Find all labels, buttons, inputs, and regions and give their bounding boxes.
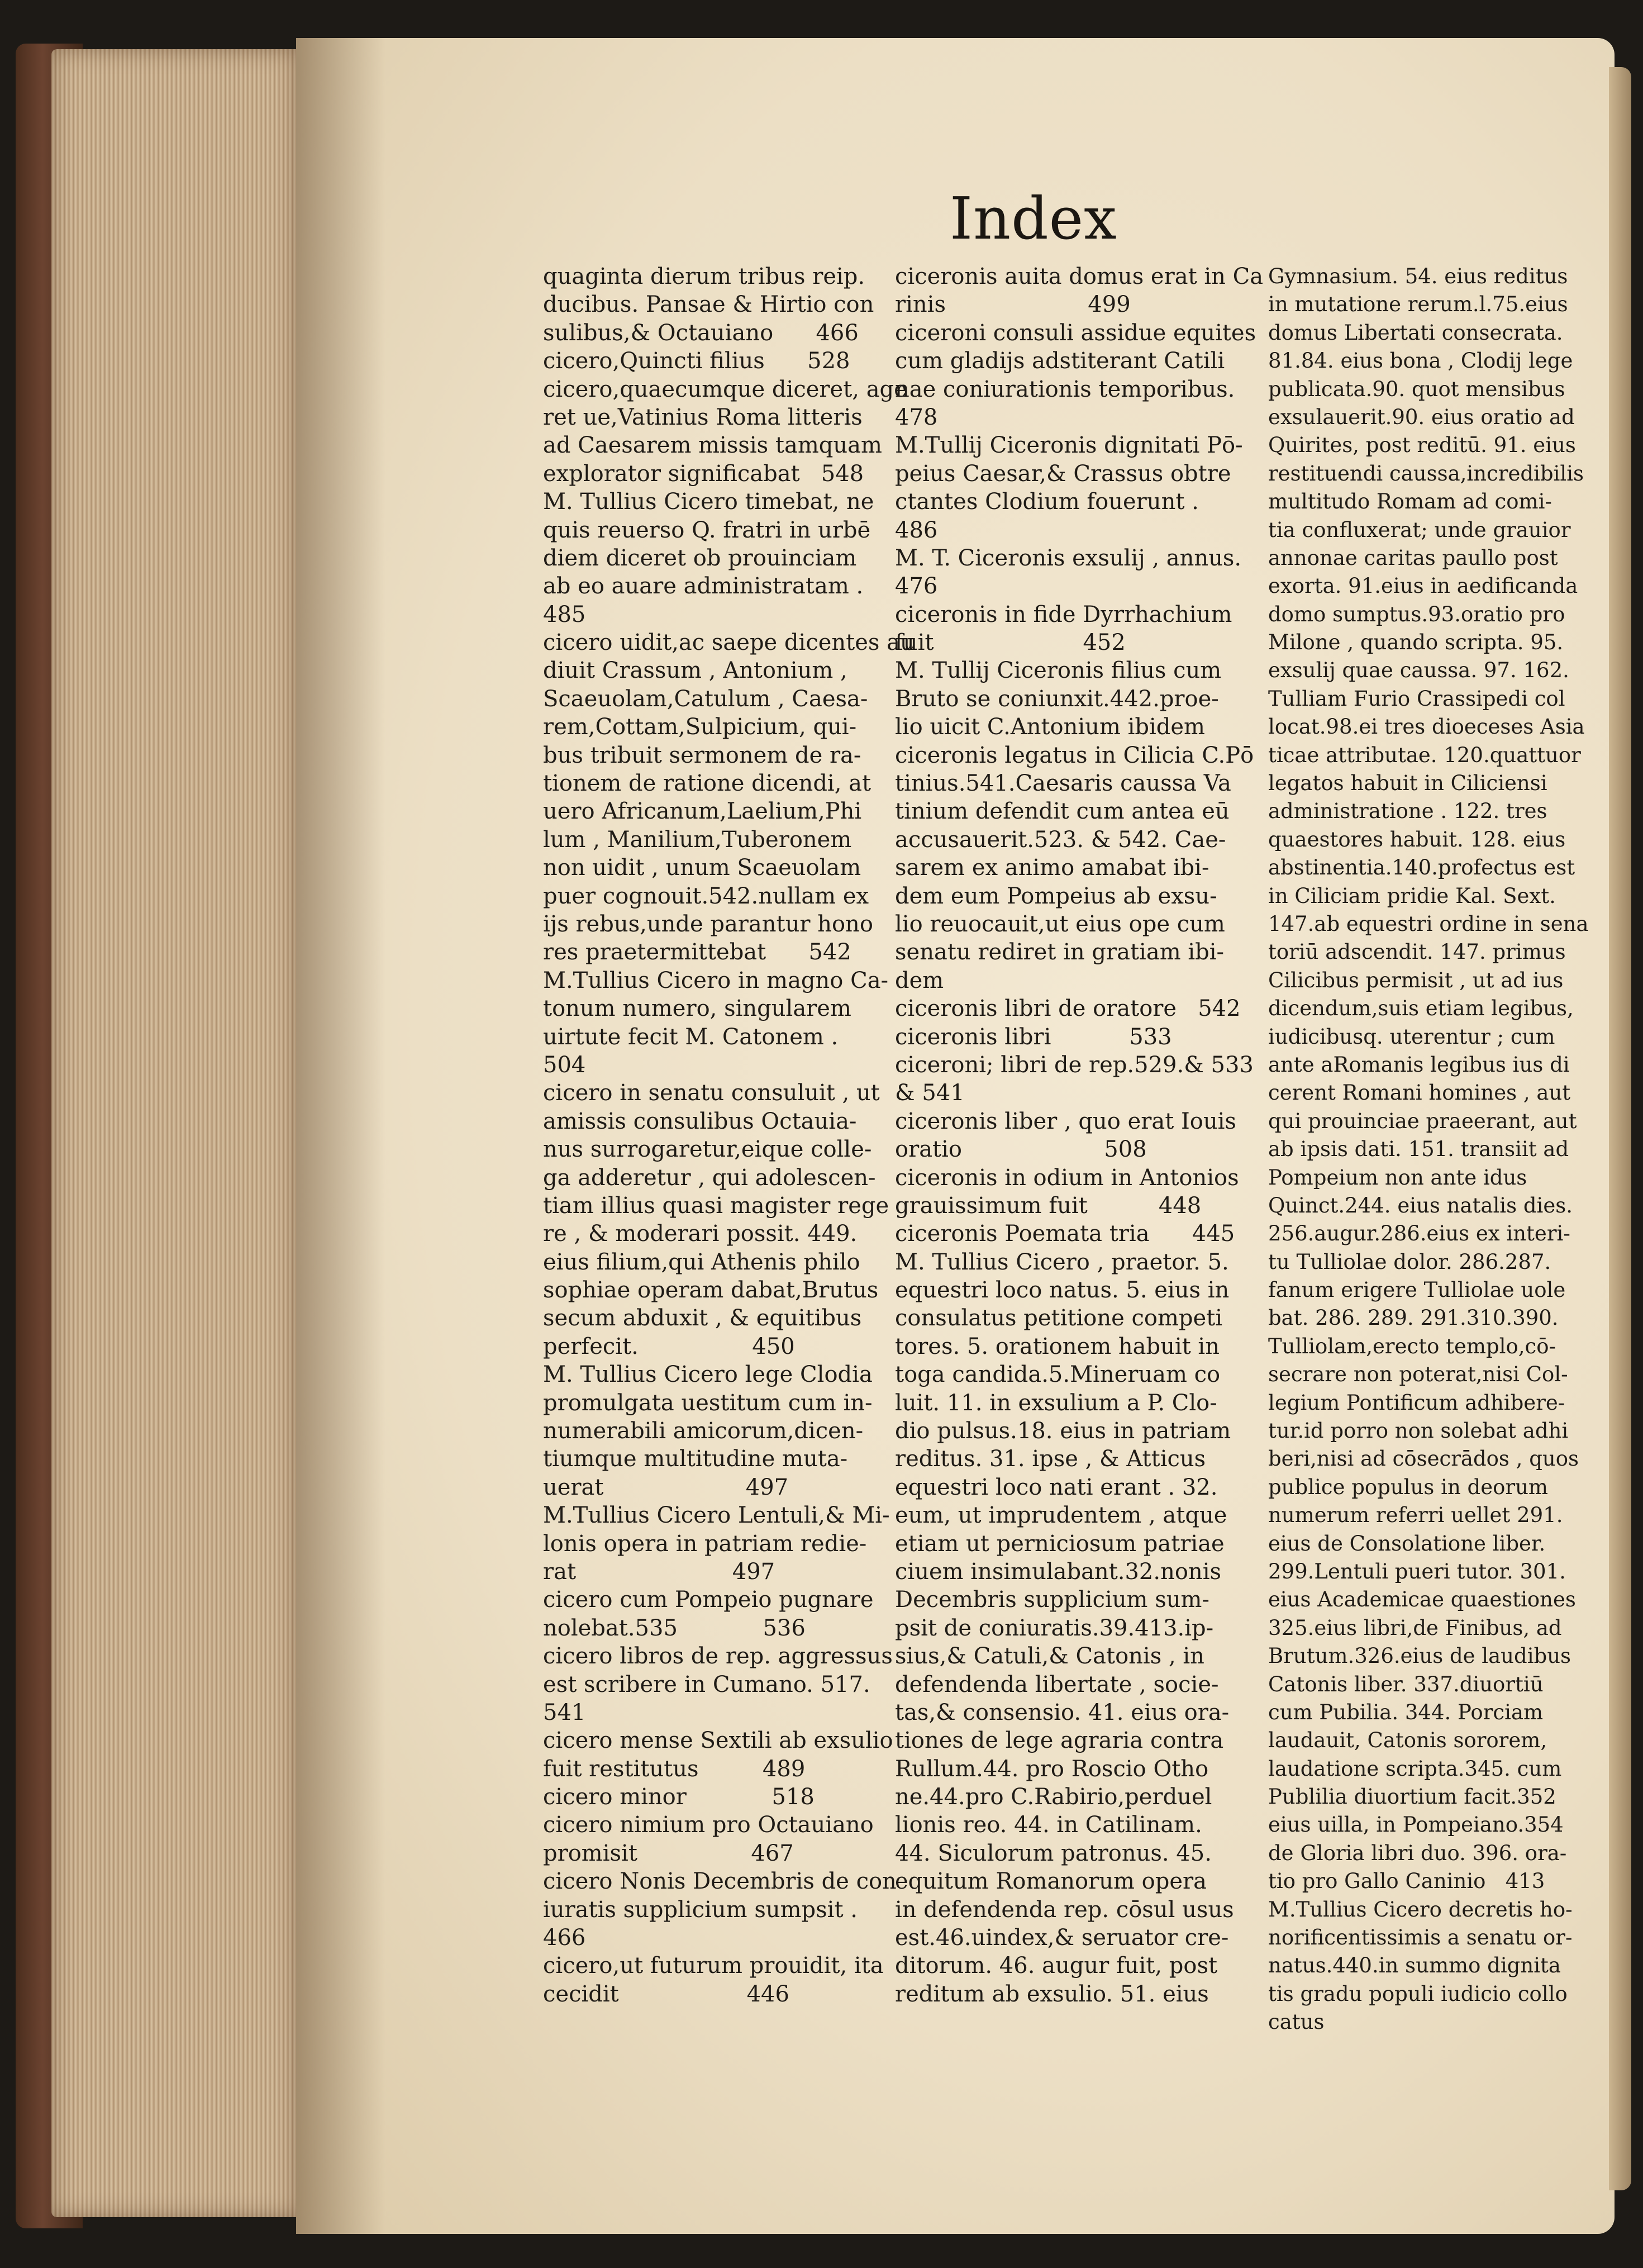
index-line: M.Tullius Cicero decretis ho- xyxy=(1268,1897,1573,1922)
index-line: 478 xyxy=(895,404,938,430)
index-line: cicero,quaecumque diceret, age xyxy=(543,376,907,402)
index-line: ciceronis in fide Dyrrhachium xyxy=(895,601,1232,627)
index-line: tinius.541.Caesaris caussa Va xyxy=(895,771,1231,797)
index-line: ret ue,Vatinius Roma litteris xyxy=(543,404,863,430)
index-line: lum , Manilium,Tuberonem xyxy=(543,826,852,853)
index-line: iuratis supplicium sumpsit . xyxy=(543,1896,858,1923)
index-line: catus xyxy=(1268,2010,1325,2034)
index-line: etiam ut perniciosum patriae xyxy=(895,1530,1225,1557)
index-line: equitum Romanorum opera xyxy=(895,1868,1207,1895)
index-line: rem,Cottam,Sulpicium, qui- xyxy=(543,714,857,740)
index-line: perfecit. 450 xyxy=(543,1333,795,1359)
index-line: uirtute fecit M. Catonem . xyxy=(543,1024,839,1050)
index-line: M. T. Ciceronis exsulij , annus. xyxy=(895,545,1242,571)
index-line: laudauit, Catonis sororem, xyxy=(1268,1728,1547,1753)
index-line: Tulliam Furio Crassipedi col xyxy=(1268,686,1565,711)
index-line: rinis 499 xyxy=(895,292,1131,318)
index-line: peius Caesar,& Crassus obtre xyxy=(895,460,1231,487)
index-line: bus tribuit sermonem de ra- xyxy=(543,742,861,768)
index-line: tio pro Gallo Caninio 413 xyxy=(1268,1869,1545,1894)
index-line: ante aRomanis legibus ius di xyxy=(1268,1052,1570,1077)
page-right-edge xyxy=(1609,67,1631,2190)
index-line: administratione . 122. tres xyxy=(1268,799,1547,824)
index-line: toga candida.5.Mineruam co xyxy=(895,1362,1221,1388)
index-line: diem diceret ob prouinciam xyxy=(543,545,857,571)
index-line: nus surrogaretur,eique colle- xyxy=(543,1137,872,1163)
index-line: cicero cum Pompeio pugnare xyxy=(543,1587,874,1613)
index-line: 486 xyxy=(895,517,938,543)
index-line: ciceronis auita domus erat in Ca xyxy=(895,264,1264,289)
index-line: ciceronis libri de oratore 542 xyxy=(895,996,1241,1022)
index-line: promulgata uestitum cum in- xyxy=(543,1390,873,1416)
index-line: re , & moderari possit. 449. xyxy=(543,1221,858,1247)
index-line: multitudo Romam ad comi- xyxy=(1268,489,1552,514)
index-line: cicero in senatu consuluit , ut xyxy=(543,1080,880,1106)
index-line: cum gladijs adstiterant Catili xyxy=(895,348,1225,374)
index-line: ducibus. Pansae & Hirtio con xyxy=(543,292,874,318)
index-line: dem eum Pompeius ab exsu- xyxy=(895,883,1217,909)
index-line: Decembris supplicium sum- xyxy=(895,1587,1209,1613)
index-line: secrare non poterat,nisi Col- xyxy=(1268,1362,1568,1387)
index-line: 485 xyxy=(543,601,586,627)
index-line: tiam illius quasi magister rege xyxy=(543,1192,889,1219)
index-line: ctantes Clodium fouerunt . xyxy=(895,489,1199,515)
index-line: legium Pontificum adhibere- xyxy=(1268,1390,1565,1415)
index-line: Scaeuolam,Catulum , Caesa- xyxy=(543,686,868,712)
index-line: M. Tullius Cicero , praetor. 5. xyxy=(895,1249,1229,1275)
index-line: 44. Siculorum patronus. 45. xyxy=(895,1840,1212,1866)
index-line: explorator significabat 548 xyxy=(543,460,864,487)
index-line: Gymnasium. 54. eius reditus xyxy=(1268,264,1568,288)
index-line: Cilicibus permisit , ut ad ius xyxy=(1268,968,1564,992)
index-line: norificentissimis a senatu or- xyxy=(1268,1925,1573,1950)
index-line: lio reuocauit,ut eius ope cum xyxy=(895,911,1225,937)
index-line: ab eo auare administratam . xyxy=(543,573,864,600)
index-column-1 xyxy=(543,263,915,2008)
index-line: cicero nimium pro Octauiano xyxy=(543,1812,874,1838)
index-line: uerat 497 xyxy=(543,1474,789,1500)
index-line: M. Tullius Cicero lege Clodia xyxy=(543,1362,873,1388)
index-line: fanum erigere Tulliolae uole xyxy=(1268,1278,1566,1302)
index-line: Quirites, post reditū. 91. eius xyxy=(1268,433,1576,458)
index-line: tu Tulliolae dolor. 286.287. xyxy=(1268,1249,1551,1274)
index-line: Catonis liber. 337.diuortiū xyxy=(1268,1672,1544,1696)
index-line: toriū adscendit. 147. primus xyxy=(1268,940,1566,964)
index-line: est.46.uindex,& seruator cre- xyxy=(895,1925,1229,1951)
index-line: oratio 508 xyxy=(895,1137,1147,1163)
index-line: ciceroni consuli assidue equites xyxy=(895,320,1256,346)
index-line: 476 xyxy=(895,573,938,600)
index-line: ciceronis legatus in Cilicia C.Pō xyxy=(895,742,1254,768)
index-line: cerent Romani homines , aut xyxy=(1268,1081,1571,1105)
index-line: domo sumptus.93.oratio pro xyxy=(1268,602,1565,626)
index-line: tiumque multitudine muta- xyxy=(543,1446,848,1472)
index-column-3 xyxy=(1268,263,1589,2037)
running-heading: Index xyxy=(950,184,1117,253)
index-line: & 541 xyxy=(895,1080,965,1106)
index-line: reditus. 31. ipse , & Atticus xyxy=(895,1446,1206,1472)
index-line: ab ipsis dati. 151. transiit ad xyxy=(1268,1137,1569,1162)
index-line: tores. 5. orationem habuit in xyxy=(895,1333,1220,1359)
index-line: M. Tullius Cicero timebat, ne xyxy=(543,489,874,515)
index-line: tionem de ratione dicendi, at xyxy=(543,771,871,797)
index-line: Bruto se coniunxit.442.proe- xyxy=(895,686,1219,712)
index-line: consulatus petitione competi xyxy=(895,1305,1223,1332)
index-line: ciceronis in odium in Antonios xyxy=(895,1164,1239,1191)
index-line: lonis opera in patriam redie- xyxy=(543,1530,867,1557)
index-line: non uidit , unum Scaeuolam xyxy=(543,855,861,881)
index-line: 147.ab equestri ordine in sena xyxy=(1268,911,1589,936)
index-line: in defendenda rep. cōsul usus xyxy=(895,1896,1234,1923)
index-line: ijs rebus,unde parantur hono xyxy=(543,911,873,937)
index-line: bat. 286. 289. 291.310.390. xyxy=(1268,1306,1559,1330)
index-line: puer cognouit.542.nullam ex xyxy=(543,883,869,909)
index-line: exsulij quae caussa. 97. 162. xyxy=(1268,658,1569,683)
index-line: Publilia diuortium facit.352 xyxy=(1268,1785,1556,1809)
index-line: 325.eius libri,de Finibus, ad xyxy=(1268,1615,1562,1640)
index-line: 466 xyxy=(543,1925,586,1951)
index-line: cicero,ut futurum prouidit, ita xyxy=(543,1953,884,1979)
index-line: exsulauerit.90. eius oratio ad xyxy=(1268,405,1575,429)
index-line: defendenda libertate , socie- xyxy=(895,1671,1219,1698)
index-line: sarem ex animo amabat ibi- xyxy=(895,855,1209,881)
index-line: cicero mense Sextili ab exsulio xyxy=(543,1728,893,1754)
index-line: lio uicit C.Antonium ibidem xyxy=(895,714,1205,740)
index-line: uero Africanum,Laelium,Phi xyxy=(543,798,862,825)
index-line: nae coniurationis temporibus. xyxy=(895,376,1235,402)
index-line: abstinentia.140.profectus est xyxy=(1268,855,1575,880)
index-line: eius de Consolatione liber. xyxy=(1268,1531,1546,1556)
index-line: amissis consulibus Octauia- xyxy=(543,1108,857,1134)
index-line: lionis reo. 44. in Catilinam. xyxy=(895,1812,1202,1838)
index-line: eum, ut imprudentem , atque xyxy=(895,1503,1227,1529)
index-line: grauissimum fuit 448 xyxy=(895,1192,1202,1219)
index-line: 504 xyxy=(543,1052,586,1078)
index-line: equestri loco nati erant . 32. xyxy=(895,1474,1218,1500)
index-column-2 xyxy=(895,263,1264,2008)
index-line: cicero,Quincti filius 528 xyxy=(543,348,850,374)
index-line: tonum numero, singularem xyxy=(543,996,851,1022)
index-line: ditorum. 46. augur fuit, post xyxy=(895,1953,1218,1979)
index-line: ciceroni; libri de rep.529.& 533 xyxy=(895,1052,1254,1078)
index-line: Brutum.326.eius de laudibus xyxy=(1268,1644,1571,1668)
index-line: eius filium,qui Athenis philo xyxy=(543,1249,860,1275)
index-line: cicero Nonis Decembris de con xyxy=(543,1868,897,1895)
index-line: ad Caesarem missis tamquam xyxy=(543,432,882,459)
index-line: publicata.90. quot mensibus xyxy=(1268,377,1565,401)
index-line: est scribere in Cumano. 517. xyxy=(543,1671,870,1698)
index-line: 256.augur.286.eius ex interi- xyxy=(1268,1221,1570,1246)
index-line: de Gloria libri duo. 396. ora- xyxy=(1268,1841,1567,1865)
index-line: M.Tullius Cicero Lentuli,& Mi- xyxy=(543,1503,890,1529)
index-line: quaginta dierum tribus reip. xyxy=(543,264,865,289)
index-line: qui prouinciae praeerant, aut xyxy=(1268,1109,1577,1133)
index-line: res praetermittebat 542 xyxy=(543,939,851,966)
index-line: sulibus,& Octauiano 466 xyxy=(543,320,859,346)
index-line: beri,nisi ad cōsecrādos , quos xyxy=(1268,1447,1579,1471)
index-line: cicero uidit,ac saepe dicentes au xyxy=(543,630,915,656)
index-line: senatu rediret in gratiam ibi- xyxy=(895,939,1225,966)
index-line: cicero libros de rep. aggressus xyxy=(543,1643,893,1670)
index-line: ciceronis libri 533 xyxy=(895,1024,1172,1050)
index-line: tinium defendit cum antea eū xyxy=(895,798,1230,825)
index-line: legatos habuit in Ciliciensi xyxy=(1268,771,1547,796)
index-line: sius,& Catuli,& Catonis , in xyxy=(895,1643,1204,1670)
index-line: tia confluxerat; unde grauior xyxy=(1268,517,1571,542)
index-line: quaestores habuit. 128. eius xyxy=(1268,827,1566,852)
index-line: sophiae operam dabat,Brutus xyxy=(543,1277,879,1304)
index-line: locat.98.ei tres dioeceses Asia xyxy=(1268,715,1585,739)
index-line: exorta. 91.eius in aedificanda xyxy=(1268,574,1578,598)
index-line: dicendum,suis etiam legibus, xyxy=(1268,996,1574,1021)
index-line: 541 xyxy=(543,1699,586,1725)
index-line: ticae attributae. 120.quattuor xyxy=(1268,743,1581,767)
index-line: eius Academicae quaestiones xyxy=(1268,1587,1576,1612)
index-line: secum abduxit , & equitibus xyxy=(543,1305,862,1332)
index-line: M. Tullij Ciceronis filius cum xyxy=(895,658,1222,684)
index-line: fuit 452 xyxy=(895,630,1126,656)
index-line: cicero minor 518 xyxy=(543,1784,815,1810)
index-line: reditum ab exsulio. 51. eius xyxy=(895,1981,1209,2007)
index-line: ciceronis liber , quo erat Iouis xyxy=(895,1108,1236,1134)
index-line: fuit restitutus 489 xyxy=(543,1756,806,1782)
index-line: diuit Crassum , Antonium , xyxy=(543,658,847,684)
index-line: laudatione scripta.345. cum xyxy=(1268,1756,1562,1781)
index-line: accusauerit.523. & 542. Cae- xyxy=(895,826,1226,853)
index-line: Quinct.244. eius natalis dies. xyxy=(1268,1193,1573,1218)
index-line: nolebat.535 536 xyxy=(543,1615,806,1641)
index-line: annonae caritas paullo post xyxy=(1268,545,1558,570)
index-line: in mutatione rerum.l.75.eius xyxy=(1268,292,1568,317)
index-line: Milone , quando scripta. 95. xyxy=(1268,630,1564,655)
index-line: cum Pubilia. 344. Porciam xyxy=(1268,1700,1544,1724)
index-line: rat 497 xyxy=(543,1558,775,1585)
index-line: ciceronis Poemata tria 445 xyxy=(895,1221,1235,1247)
index-line: numerabili amicorum,dicen- xyxy=(543,1418,864,1444)
index-line: luit. 11. in exsulium a P. Clo- xyxy=(895,1390,1217,1416)
index-line: publice populus in deorum xyxy=(1268,1475,1549,1499)
index-line: M.Tullius Cicero in magno Ca- xyxy=(543,967,889,993)
index-line: M.Tullij Ciceronis dignitati Pō- xyxy=(895,432,1243,459)
index-line: restituendi caussa,incredibilis xyxy=(1268,461,1584,486)
index-line: ciuem insimulabant.32.nonis xyxy=(895,1558,1222,1585)
index-line: tas,& consensio. 41. eius ora- xyxy=(895,1699,1230,1725)
index-line: domus Libertati consecrata. xyxy=(1268,320,1563,345)
index-line: numerum referri uellet 291. xyxy=(1268,1503,1563,1528)
page-fore-edge xyxy=(51,49,297,2217)
index-line: promisit 467 xyxy=(543,1840,794,1866)
index-line: 81.84. eius bona , Clodij lege xyxy=(1268,349,1573,373)
index-line: ga adderetur , qui adolescen- xyxy=(543,1164,876,1191)
index-line: dem xyxy=(895,967,944,993)
index-line: ne.44.pro C.Rabirio,perduel xyxy=(895,1784,1212,1810)
gutter-shadow xyxy=(296,38,385,2234)
index-line: in Ciliciam pridie Kal. Sext. xyxy=(1268,883,1556,908)
index-line: psit de coniuratis.39.413.ip- xyxy=(895,1615,1214,1641)
index-line: iudicibusq. uterentur ; cum xyxy=(1268,1024,1555,1049)
index-line: eius uilla, in Pompeiano.354 xyxy=(1268,1813,1564,1837)
index-line: tis gradu populi iudicio collo xyxy=(1268,1981,1568,2006)
index-line: dio pulsus.18. eius in patriam xyxy=(895,1418,1231,1444)
index-line: Rullum.44. pro Roscio Otho xyxy=(895,1756,1209,1782)
index-line: quis reuerso Q. fratri in urbē xyxy=(543,517,871,543)
index-line: tiones de lege agraria contra xyxy=(895,1728,1224,1754)
index-line: Tulliolam,erecto templo,cō- xyxy=(1268,1334,1556,1358)
index-line: equestri loco natus. 5. eius in xyxy=(895,1277,1230,1304)
index-line: 299.Lentuli pueri tutor. 301. xyxy=(1268,1559,1566,1584)
index-line: cecidit 446 xyxy=(543,1981,789,2007)
index-line: Pompeium non ante idus xyxy=(1268,1165,1527,1190)
index-line: tur.id porro non solebat adhi xyxy=(1268,1419,1569,1443)
index-line: natus.440.in summo dignita xyxy=(1268,1953,1561,1978)
